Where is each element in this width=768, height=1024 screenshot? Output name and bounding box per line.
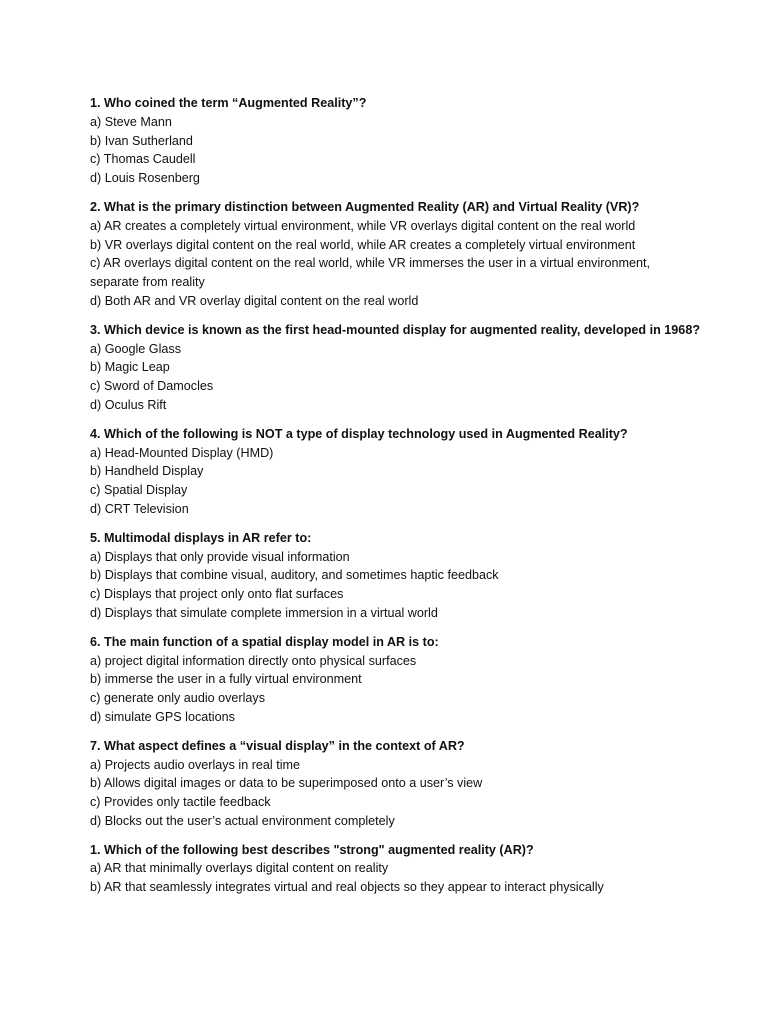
- answer-option: c) Provides only tactile feedback: [90, 795, 271, 810]
- question-1: [90, 94, 728, 188]
- question-3: [90, 321, 728, 415]
- question-title: 2. What is the primary distinction between Augmented Reality (AR) and Virtual Reality (VR)?: [90, 199, 640, 214]
- question-8: [90, 841, 728, 897]
- question-title: 3. Which device is known as the first head-mounted display for augmented reality, developed in 1968?: [90, 322, 701, 337]
- answer-option: c) Spatial Display: [90, 483, 188, 498]
- answer-option: d) Displays that simulate complete immersion in a virtual world: [90, 605, 438, 620]
- question-5: [90, 529, 728, 623]
- question-title: 1. Which of the following best describes "strong" augmented reality (AR)?: [90, 842, 534, 857]
- answer-option: c) generate only audio overlays: [90, 691, 266, 706]
- question-title: 7. What aspect defines a “visual display” in the context of AR?: [90, 738, 465, 753]
- answer-option: b) Handheld Display: [90, 464, 204, 479]
- answer-option: c) Thomas Caudell: [90, 152, 196, 167]
- question-7: [90, 737, 728, 831]
- answer-option: d) simulate GPS locations: [90, 709, 235, 724]
- question-title: 1. Who coined the term “Augmented Reality”?: [90, 96, 367, 110]
- answer-option: b) AR that seamlessly integrates virtual and real objects so they appear to interact physically: [90, 880, 604, 895]
- answer-option: a) Steve Mann: [90, 114, 172, 129]
- answer-option: b) Ivan Sutherland: [90, 133, 193, 148]
- question-title: 6. The main function of a spatial display model in AR is to:: [90, 634, 439, 649]
- answer-option: a) Head-Mounted Display (HMD): [90, 445, 274, 460]
- answer-option: a) AR that minimally overlays digital content on reality: [90, 861, 389, 876]
- answer-option: b) Displays that combine visual, auditory, and sometimes haptic feedback: [90, 568, 499, 583]
- answer-option: b) immerse the user in a fully virtual environment: [90, 672, 362, 687]
- answer-option: d) Both AR and VR overlay digital content on the real world: [90, 293, 419, 308]
- answer-option: d) Blocks out the user’s actual environment completely: [90, 813, 395, 828]
- answer-option: c) Displays that project only onto flat surfaces: [90, 587, 344, 602]
- answer-option: c) AR overlays digital content on the real world, while VR immerses the user in a virtual environment, separate from reality: [90, 256, 650, 290]
- answer-option: b) VR overlays digital content on the real world, while AR creates a completely virtual environment: [90, 237, 636, 252]
- answer-option: a) Google Glass: [90, 341, 181, 356]
- answer-option: d) Oculus Rift: [90, 397, 167, 412]
- question-title: 4. Which of the following is NOT a type of display technology used in Augmented Reality?: [90, 426, 628, 441]
- answer-option: a) Projects audio overlays in real time: [90, 757, 300, 772]
- question-2: [90, 198, 728, 311]
- answer-option: a) AR creates a completely virtual environment, while VR overlays digital content on the real world: [90, 218, 636, 233]
- question-4: [90, 425, 728, 519]
- question-title: 5. Multimodal displays in AR refer to:: [90, 530, 312, 545]
- answer-option: b) Allows digital images or data to be superimposed onto a user’s view: [90, 776, 483, 791]
- answer-option: a) project digital information directly onto physical surfaces: [90, 653, 417, 668]
- question-6: [90, 633, 728, 727]
- answer-option: b) Magic Leap: [90, 360, 170, 375]
- answer-option: d) CRT Television: [90, 501, 189, 516]
- answer-option: c) Sword of Damocles: [90, 379, 214, 394]
- answer-option: d) Louis Rosenberg: [90, 171, 200, 186]
- answer-option: a) Displays that only provide visual information: [90, 549, 350, 564]
